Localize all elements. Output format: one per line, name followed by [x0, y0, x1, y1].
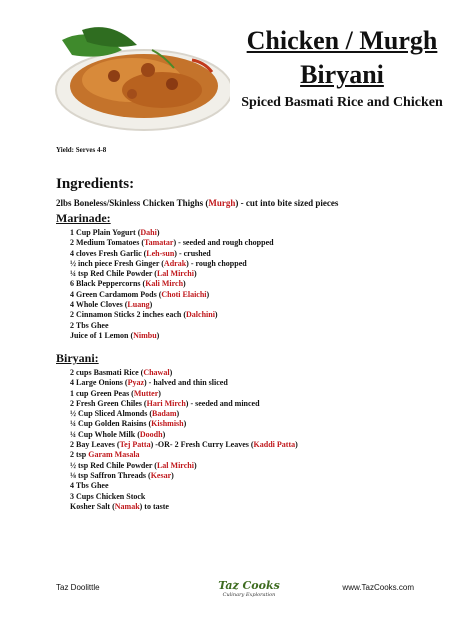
ingredient-text: ): [158, 388, 161, 398]
ingredient-text: 6 Black Peppercorns (: [70, 279, 146, 289]
ingredients-heading: Ingredients:: [56, 176, 135, 192]
ingredient-text: ¼ Cup Golden Raisins (: [70, 419, 152, 429]
recipe-title: [232, 24, 452, 92]
native-term: Choti Elaichi: [161, 289, 207, 299]
ingredient-text: ) to taste: [139, 501, 169, 511]
ingredient-text: ) - seeded and rough chopped: [173, 238, 274, 248]
ingredient-text: ): [176, 409, 180, 419]
ingredient-text: ): [214, 310, 218, 320]
footer-website: www.TazCooks.com: [342, 583, 414, 592]
ingredient-text: ): [171, 470, 174, 480]
list-item: [70, 238, 274, 248]
biryani-photo: [52, 20, 230, 140]
list-item: [70, 430, 298, 440]
ingredient-text: 1 cup Green Peas (: [70, 388, 134, 398]
list-item: [70, 450, 298, 460]
taz-cooks-logo: [214, 580, 284, 614]
ingredient-text: ½ Cup Sliced Almonds (: [70, 409, 153, 419]
ingredient-text: 4 cloves Fresh Garlic (: [70, 248, 147, 258]
marinade-list: [70, 228, 274, 341]
recipe-subtitle: Spiced Basmati Rice and Chicken: [241, 95, 443, 110]
ingredient-text: ): [183, 419, 187, 429]
chicken-ingredient: [56, 198, 338, 208]
native-term: Namak: [114, 501, 140, 511]
native-term: Dalchini: [186, 310, 215, 320]
ingredient-text: 4 Whole Cloves (: [70, 300, 128, 310]
ingredient-text: ): [193, 460, 197, 470]
list-item: [70, 440, 298, 450]
ingredient-text: ⅛ tsp Saffron Threads (: [70, 470, 151, 480]
ingredient-text: ¼ tsp Red Chile Powder (: [70, 269, 157, 279]
biryani-heading: Biryani:: [56, 351, 99, 365]
list-item: [70, 492, 298, 502]
ingredient-text: ½ inch piece Fresh Ginger (: [70, 258, 164, 268]
ingredient-text: ): [156, 228, 160, 237]
native-term: Lal Mirchi: [156, 460, 194, 470]
list-item: [70, 228, 274, 238]
ingredient-text: ): [206, 289, 210, 299]
native-term: Badam: [152, 409, 177, 419]
list-item: [70, 331, 274, 341]
title-line-2: Biryani: [300, 60, 384, 89]
list-item: [70, 368, 298, 378]
list-item: [70, 321, 274, 331]
ingredient-text: 2 Bay Leaves (: [70, 440, 120, 450]
ingredient-text: ): [149, 300, 153, 310]
ingredient-text: 2 Tbs Ghee: [70, 320, 109, 330]
list-item: [70, 269, 274, 279]
ingredient-text: 2 cups Basmati Rice (: [70, 368, 144, 377]
ingredient-text: ): [162, 429, 166, 439]
list-item: [70, 461, 298, 471]
chicken-after: ) - cut into bite sized pieces: [235, 198, 339, 208]
ingredient-text: Kosher Salt (: [70, 501, 115, 511]
native-term: Kaddi Patta: [253, 440, 296, 450]
chicken-native-term: Murgh: [208, 198, 236, 208]
native-term: Kesar: [150, 470, 172, 480]
ingredient-text: ) - halved and thin sliced: [144, 378, 228, 388]
list-item: [70, 290, 274, 300]
ingredient-text: ): [169, 368, 173, 377]
list-item: [70, 502, 298, 512]
native-term: Tamatar: [144, 238, 174, 248]
list-item: [70, 279, 274, 289]
native-term: Chawal: [143, 368, 170, 377]
list-item: [70, 310, 274, 320]
yield-text: Yield: Serves 4-8: [56, 146, 107, 154]
list-item: [70, 481, 298, 491]
list-item: [70, 399, 298, 409]
ingredient-text: ): [156, 330, 160, 340]
ingredient-text: 2 Fresh Green Chiles (: [70, 398, 147, 408]
list-item: [70, 378, 298, 388]
title-line-1: Chicken / Murgh: [246, 26, 438, 55]
ingredient-text: ): [295, 440, 298, 450]
native-term: Garam Masala: [88, 450, 140, 460]
ingredient-text: 1 Cup Plain Yogurt (: [70, 228, 141, 237]
ingredient-text: ): [183, 279, 186, 289]
native-term: Nimbu: [133, 330, 157, 340]
list-item: [70, 471, 298, 481]
ingredient-text: 4 Green Cardamom Pods (: [70, 289, 162, 299]
logo-main-text: Taz Cooks: [218, 579, 280, 592]
ingredient-text: Juice of 1 Lemon (: [70, 330, 134, 340]
native-term: Luang: [127, 300, 150, 310]
ingredient-text: ) - crushed: [174, 248, 211, 258]
list-item: [70, 389, 298, 399]
ingredient-text: 2 tsp: [70, 450, 89, 460]
ingredient-text: ¼ Cup Whole Milk (: [70, 429, 140, 439]
list-item: [70, 300, 274, 310]
native-term: Dahi: [140, 228, 157, 237]
native-term: Mutter: [133, 388, 159, 398]
ingredient-text: 4 Large Onions (: [70, 378, 128, 388]
ingredient-text: ) - rough chopped: [186, 258, 247, 268]
list-item: [70, 249, 274, 259]
ingredient-text: ) -OR- 2 Fresh Curry Leaves (: [150, 440, 254, 450]
ingredient-text: 3 Cups Chicken Stock: [70, 491, 146, 501]
chicken-text: 2lbs Boneless/Skinless Chicken Thighs (: [56, 198, 209, 208]
logo-sub-text: Culinary Exploration: [222, 592, 276, 598]
native-term: Doodh: [139, 429, 163, 439]
native-term: Lal Mirchi: [156, 269, 194, 279]
footer-author: Taz Doolittle: [56, 583, 100, 592]
marinade-heading: Marinade:: [56, 211, 111, 225]
ingredient-text: ): [193, 269, 197, 279]
native-term: Hari Mirch: [146, 398, 186, 408]
native-term: Adrak: [163, 258, 187, 268]
native-term: Pyaz: [127, 378, 144, 388]
list-item: [70, 259, 274, 269]
ingredient-text: 4 Tbs Ghee: [70, 481, 109, 491]
ingredient-text: 2 Cinnamon Sticks 2 inches each (: [70, 310, 187, 320]
ingredient-text: 2 Medium Tomatoes (: [70, 238, 144, 248]
native-term: Kishmish: [151, 419, 184, 429]
list-item: [70, 419, 298, 429]
ingredient-text: ) - seeded and minced: [185, 398, 260, 408]
native-term: Leh-sun: [146, 248, 175, 258]
native-term: Tej Patta: [119, 440, 151, 450]
native-term: Kali Mirch: [145, 279, 184, 289]
ingredient-text: ½ tsp Red Chile Powder (: [70, 460, 157, 470]
biryani-list: [70, 368, 298, 512]
list-item: [70, 409, 298, 419]
